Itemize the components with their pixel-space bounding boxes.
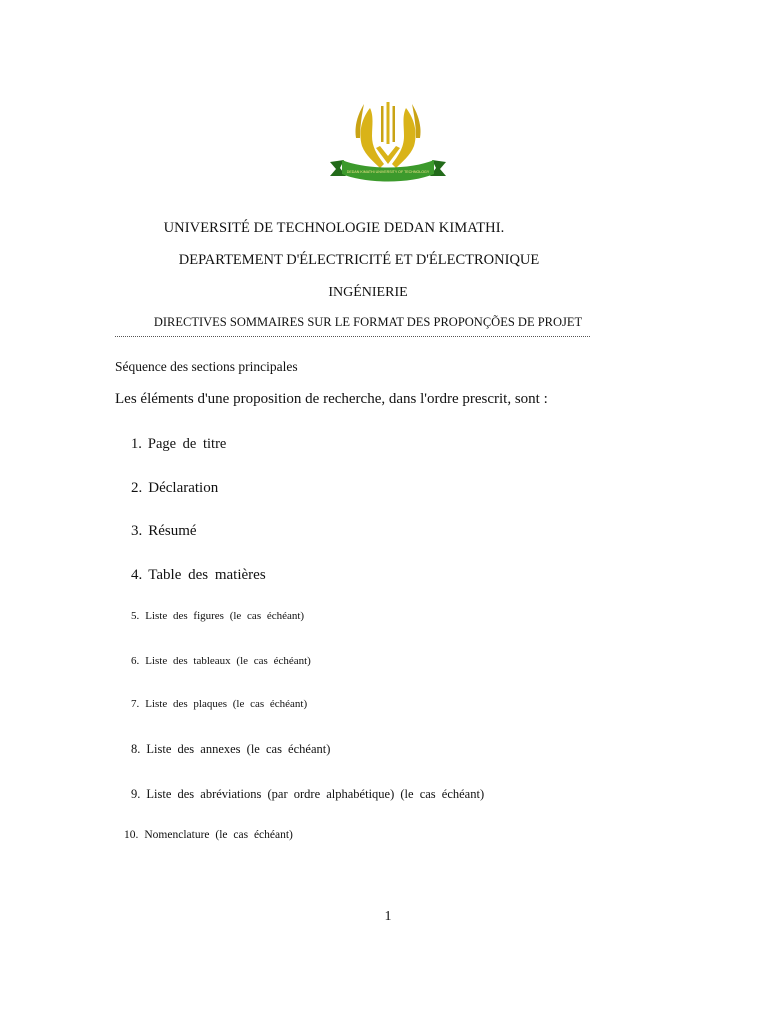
field-title: INGÉNIERIE [328,285,408,300]
list-item [131,698,307,710]
page-number: 1 [384,909,392,924]
list-item [131,655,311,667]
list-item-text: Liste des annexes (le cas échéant) [146,742,331,756]
list-item-number: 5. [131,610,140,622]
list-item [131,787,484,802]
list-item-number: 1. [131,436,142,452]
list-item-number: 4. [131,567,143,583]
logo-right-wing [392,108,416,168]
intro-sentence: Les éléments d'une proposition de recherche, dans l'ordre prescrit, sont : [115,391,548,407]
dotted-separator [115,336,590,337]
section-heading: Séquence des sections principales [115,359,298,374]
list-item [131,742,330,757]
list-item [131,436,226,453]
list-item-number: 3. [131,523,143,539]
list-item-number: 2. [131,480,143,496]
list-item-text: Nomenclature (le cas échéant) [144,829,293,841]
list-item [131,567,266,584]
list-item-number: 9. [131,787,141,801]
university-title: UNIVERSITÉ DE TECHNOLOGIE DEDAN KIMATHI. [163,220,505,236]
list-item-number: 6. [131,655,140,667]
logo-left-wing [360,108,384,168]
list-item-number: 8. [131,742,141,756]
list-item [131,480,218,497]
university-logo [326,98,450,186]
list-item [124,829,293,841]
list-item-text: Table des matières [148,567,266,583]
logo-banner-text: DEDAN KIMATHI UNIVERSITY OF TECHNOLOGY [346,170,430,174]
list-item-text: Liste des abréviations (par ordre alphabétique) (le cas échéant) [146,787,485,801]
list-item [131,523,197,540]
list-item-text: Déclaration [148,480,219,496]
list-item-number: 10. [124,829,139,841]
list-item-text: Page de titre [147,436,227,452]
list-item-text: Liste des plaques (le cas échéant) [145,698,308,710]
list-item-text: Résumé [148,523,197,539]
list-item [131,610,304,622]
department-title: DEPARTEMENT D'ÉLECTRICITÉ ET D'ÉLECTRONIQUE [178,252,540,268]
list-item-number: 7. [131,698,140,710]
document-subtitle: DIRECTIVES SOMMAIRES SUR LE FORMAT DES PROPONÇÕES DE PROJET [153,315,583,329]
list-item-text: Liste des tableaux (le cas échéant) [145,655,311,667]
list-item-text: Liste des figures (le cas échéant) [145,610,305,622]
